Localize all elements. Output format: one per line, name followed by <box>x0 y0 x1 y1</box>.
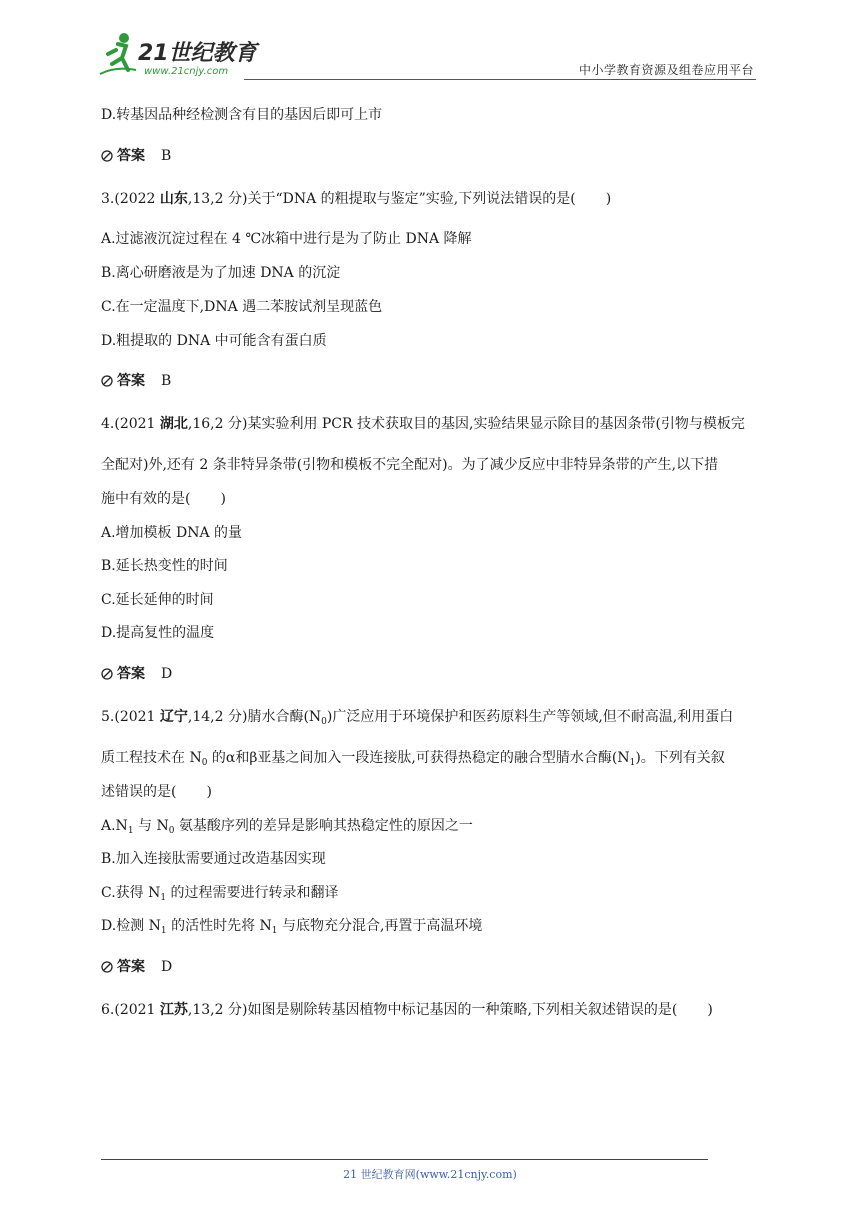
q5-c-text: C.获得 N <box>101 885 161 901</box>
q5-answer <box>101 957 172 977</box>
q5-d-text: 与底物充分混合,再置于高温环境 <box>277 918 483 934</box>
subscript: 1 <box>160 926 167 936</box>
logo-text: 21世纪教育 <box>138 41 257 66</box>
q6-text: ,13,2 分)如图是剔除转基因植物中标记基因的一种策略,下列相关叙述错误的是( <box>187 1002 678 1018</box>
q5-text-end: 述错误的是( <box>101 784 177 800</box>
header-divider <box>244 79 756 80</box>
q3-option-d: D.粗提取的 DNA 中可能含有蛋白质 <box>101 333 327 349</box>
subscript: 1 <box>160 893 167 903</box>
q5-d-text: D.检测 N <box>101 918 161 934</box>
subscript: 0 <box>321 717 327 727</box>
subscript: 1 <box>271 926 278 936</box>
q4-year: 4.(2021 <box>101 416 160 432</box>
q5-c-text: 的过程需要进行转录和翻译 <box>166 885 339 901</box>
answer-label: 答案 <box>117 148 145 164</box>
q4-answer <box>101 664 172 684</box>
answer-value: D <box>161 666 173 682</box>
answer-label: 答案 <box>117 666 145 682</box>
q5-a-text: 与 N <box>133 818 169 834</box>
q5-text-c: 质工程技术在 N <box>101 750 202 766</box>
q4-option-b: B.延长热变性的时间 <box>101 558 228 574</box>
answer-label: 答案 <box>117 959 145 975</box>
q5-text-d: 的α和β亚基之间加入一段连接肽,可获得热稳定的融合型腈水合酶(N <box>207 750 630 766</box>
answer-check-icon <box>101 375 113 387</box>
q2-answer <box>101 146 171 166</box>
subscript: 1 <box>629 758 636 768</box>
q4-text-end: 施中有效的是( <box>101 491 191 507</box>
runner-icon <box>100 33 136 74</box>
answer-value: B <box>161 148 172 164</box>
q3-year: 3.(2022 <box>101 191 160 207</box>
subscript: 0 <box>168 826 175 836</box>
answer-check-icon <box>101 668 113 680</box>
answer-check-icon <box>101 150 113 162</box>
q5-stem-line3 <box>101 782 212 802</box>
q3-option-a: A.过滤液沉淀过程在 4 ℃冰箱中进行是为了防止 DNA 降解 <box>101 231 472 247</box>
q5-option-b: B.加入连接肽需要通过改造基因实现 <box>101 851 326 867</box>
q3-answer <box>101 371 171 391</box>
q6-stem <box>101 1000 713 1020</box>
q6-close-paren: ) <box>707 1002 713 1018</box>
q5-a-text: 氨基酸序列的差异是影响其热稳定性的原因之一 <box>174 818 473 834</box>
logo-url: www.21cnjy.com <box>144 66 229 77</box>
q4-option-a: A.增加模板 DNA 的量 <box>101 525 243 541</box>
q4-option-d: D.提高复性的温度 <box>101 625 215 641</box>
answer-check-icon <box>101 961 113 973</box>
q5-option-c <box>101 883 339 903</box>
q5-year: 5.(2021 <box>101 709 160 725</box>
q4-option-c: C.延长延伸的时间 <box>101 592 214 608</box>
q2-option-d: D.转基因品种经检测含有目的基因后即可上市 <box>101 107 383 123</box>
subscript: 0 <box>201 758 208 768</box>
q3-text: ,13,2 分)关于“DNA 的粗提取与鉴定”实验,下列说法错误的是( <box>187 191 576 207</box>
q6-year: 6.(2021 <box>101 1002 160 1018</box>
q5-stem-line1 <box>101 707 733 727</box>
q4-text: ,16,2 分)某实验利用 PCR 技术获取目的基因,实验结果显示除目的基因条带(引物与模板完 <box>187 416 745 432</box>
site-logo[interactable] <box>96 30 266 80</box>
q3-option-c: C.在一定温度下,DNA 遇二苯胺试剂呈现蓝色 <box>101 299 383 315</box>
q5-option-d <box>101 916 482 936</box>
q5-stem-line2 <box>101 748 725 768</box>
answer-value: D <box>161 959 173 975</box>
footer-link[interactable]: 21 世纪教育网(www.21cnjy.com) <box>343 1168 517 1181</box>
q5-text-a: ,14,2 分)腈水合酶(N <box>187 709 322 725</box>
answer-label: 答案 <box>117 373 145 389</box>
footer-divider <box>101 1159 708 1160</box>
q3-stem <box>101 189 611 209</box>
q3-source: 山东 <box>159 191 188 207</box>
q5-d-text: 的活性时先将 N <box>166 918 272 934</box>
q5-option-a <box>101 816 473 836</box>
subscript: 1 <box>127 826 134 836</box>
q5-close-paren: ) <box>206 784 212 800</box>
q3-close-paren: ) <box>605 191 612 207</box>
q4-close-paren: ) <box>220 491 226 507</box>
answer-value: B <box>161 373 172 389</box>
q6-source: 江苏 <box>159 1002 188 1018</box>
q5-source: 辽宁 <box>159 709 188 725</box>
header-platform-text: 中小学教育资源及组卷应用平台 <box>578 63 754 77</box>
q5-text-e: )。下列有关叙 <box>635 750 725 766</box>
q4-stem-line1 <box>101 414 745 434</box>
q3-option-b: B.离心研磨液是为了加速 DNA 的沉淀 <box>101 265 341 281</box>
q4-stem-line2: 全配对)外,还有 2 条非特异条带(引物和模板不完全配对)。为了减少反应中非特异条带的产生,以下措 <box>101 457 719 473</box>
q4-source: 湖北 <box>159 416 188 432</box>
q5-text-b: )广泛应用于环境保护和医药原料生产等领域,但不耐高温,利用蛋白 <box>326 709 734 725</box>
page-header <box>0 0 860 90</box>
q4-stem-line3 <box>101 489 226 509</box>
q5-a-text: A.N <box>101 818 128 834</box>
